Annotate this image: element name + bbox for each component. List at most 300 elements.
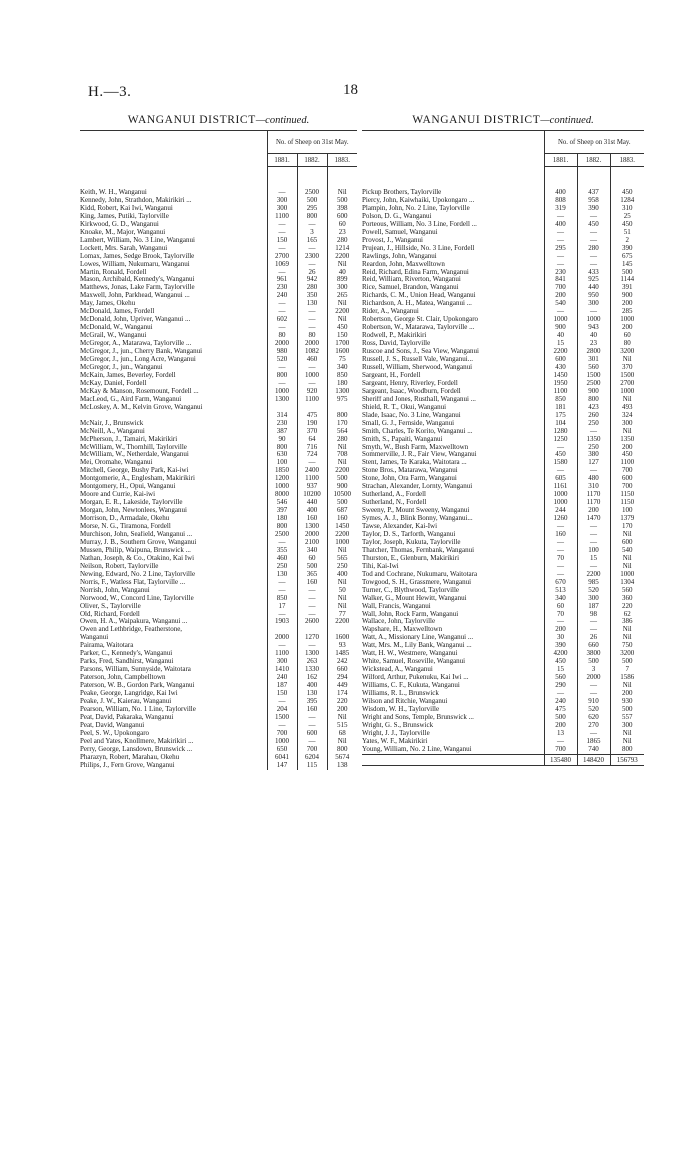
owner-cell: McGrail, W., Wanganui bbox=[80, 332, 147, 340]
sheep-count-cell: 493 bbox=[610, 404, 644, 412]
table-row bbox=[80, 364, 357, 372]
table-row bbox=[80, 332, 357, 340]
owner-cell: McKay, Daniel, Fordell bbox=[80, 379, 147, 387]
sheep-count-cell: 138 bbox=[327, 762, 357, 770]
sheep-count-cell: 204 bbox=[267, 706, 297, 714]
table-row bbox=[362, 714, 644, 722]
table-row bbox=[362, 618, 644, 626]
sheep-count-cell: 300 bbox=[267, 197, 297, 205]
owner-cell: Lambert, William, No. 3 Line, Wanganui bbox=[80, 236, 195, 244]
sheep-count-cell: 390 bbox=[610, 245, 644, 253]
sheep-count-cell: — bbox=[544, 571, 577, 579]
table-row bbox=[80, 547, 357, 555]
sheep-count-cell: 520 bbox=[267, 356, 297, 364]
owner-cell: McKain, James, Beverley, Fordell bbox=[80, 371, 176, 379]
sheep-count-cell: 250 bbox=[577, 420, 610, 428]
owner-cell: Kennedy, John, Strathdon, Makirikiri ... bbox=[80, 196, 192, 204]
sheep-count-cell: — bbox=[297, 261, 327, 269]
sheep-count-cell: 170 bbox=[610, 523, 644, 531]
sheep-count-cell: Nil bbox=[610, 738, 644, 746]
sheep-count-cell: 716 bbox=[297, 444, 327, 452]
sheep-count-cell: — bbox=[267, 539, 297, 547]
sheep-count-cell: 300 bbox=[577, 595, 610, 603]
sheep-count-cell: 1350 bbox=[577, 436, 610, 444]
sheep-count-cell: 475 bbox=[544, 706, 577, 714]
owner-cell: Porteous, William, No. 3 Line, Fordell ... bbox=[362, 220, 477, 228]
table-row bbox=[362, 300, 644, 308]
sheep-count-cell: Nil bbox=[327, 444, 357, 452]
sheep-table bbox=[80, 130, 357, 770]
owner-cell: Taylor, D. S., Tarforth, Wanganui bbox=[362, 530, 456, 538]
table-row bbox=[362, 221, 644, 229]
sheep-count-cell: — bbox=[267, 269, 297, 277]
table-row bbox=[362, 666, 644, 674]
owner-cell: Wapshare, H., Maxwelltown bbox=[362, 626, 443, 634]
table-row bbox=[80, 611, 357, 619]
owner-cell: Montgomery, H., Opui, Wanganui bbox=[80, 483, 176, 491]
owner-cell: Norrish, John, Wanganui bbox=[80, 586, 150, 594]
owner-cell: Owen, H. A., Waipakura, Wanganui ... bbox=[80, 618, 188, 626]
sheep-count-cell: 390 bbox=[577, 205, 610, 213]
table-row bbox=[80, 205, 357, 213]
owner-cell: Thatcher, Thomas, Fernbank, Wanganui bbox=[362, 546, 475, 554]
sheep-count-cell: 500 bbox=[610, 269, 644, 277]
totals-row bbox=[362, 754, 644, 765]
sheep-count-cell: 700 bbox=[610, 483, 644, 491]
owner-cell: Reid, Richard, Edina Farm, Wanganui bbox=[362, 268, 469, 276]
sheep-count-cell: 1100 bbox=[267, 650, 297, 658]
sheep-count-cell: 360 bbox=[610, 595, 644, 603]
sheep-count-cell: — bbox=[577, 690, 610, 698]
owner-cell: Williams, R. L., Brunswick bbox=[362, 690, 439, 698]
sheep-count-cell: 500 bbox=[577, 658, 610, 666]
sheep-count-cell: 1144 bbox=[610, 276, 644, 284]
table-row bbox=[362, 730, 644, 738]
sheep-count-cell: — bbox=[297, 603, 327, 611]
sheep-count-cell: 263 bbox=[297, 658, 327, 666]
sheep-count-cell: Nil bbox=[610, 428, 644, 436]
sheep-count-cell: 60 bbox=[610, 332, 644, 340]
sheep-count-cell: 75 bbox=[327, 356, 357, 364]
sheep-count-cell: 1000 bbox=[297, 372, 327, 380]
owner-cell: MacLeod, G., Aird Farm, Wanganui bbox=[80, 395, 182, 403]
table-row bbox=[362, 444, 644, 452]
sheep-count-cell: Nil bbox=[610, 563, 644, 571]
table-row bbox=[80, 642, 357, 650]
owner-cell: Stone Bros., Matarawa, Wanganui bbox=[362, 467, 458, 475]
table-row bbox=[80, 253, 357, 261]
sheep-count-cell: 240 bbox=[267, 292, 297, 300]
table-row bbox=[80, 324, 357, 332]
table-row bbox=[80, 340, 357, 348]
owner-cell: Morse, N. G., Tiramona, Fordell bbox=[80, 523, 171, 531]
sheep-count-cell: — bbox=[267, 380, 297, 388]
sheep-count-cell: 1000 bbox=[544, 491, 577, 499]
sheep-count-cell: — bbox=[267, 189, 297, 197]
table-row bbox=[80, 348, 357, 356]
owner-cell: Parks, Fred, Sandhirst, Wanganui bbox=[80, 658, 174, 666]
continued-note: —continued. bbox=[540, 115, 594, 126]
sheep-count-cell: 280 bbox=[297, 284, 327, 292]
sheep-count-cell: 145 bbox=[610, 261, 644, 269]
sheep-count-cell: 2500 bbox=[577, 380, 610, 388]
sheep-count-cell: 6204 bbox=[297, 754, 327, 762]
sheep-count-cell: 942 bbox=[297, 276, 327, 284]
sheep-count-cell: 250 bbox=[577, 444, 610, 452]
sheep-count-cell: 93 bbox=[327, 642, 357, 650]
sheep-count-cell: 2500 bbox=[297, 189, 327, 197]
table-row bbox=[80, 221, 357, 229]
sheep-count-cell: 68 bbox=[327, 730, 357, 738]
table-row bbox=[362, 420, 644, 428]
sheep-count-cell: 1000 bbox=[610, 571, 644, 579]
sheep-count-cell: 540 bbox=[544, 300, 577, 308]
sheep-count-cell: — bbox=[267, 324, 297, 332]
sheep-count-cell: 2000 bbox=[297, 340, 327, 348]
district-title: WANGANUI DISTRICT bbox=[127, 114, 256, 126]
sheep-count-cell: 1100 bbox=[297, 475, 327, 483]
owner-cell: Pharazyn, Robert, Marahau, Okehu bbox=[80, 753, 180, 761]
sheep-count-cell: 1850 bbox=[267, 467, 297, 475]
owner-cell: Philips, J., Fern Grove, Wanganui bbox=[80, 761, 175, 769]
sheep-count-cell: 300 bbox=[267, 205, 297, 213]
group-header: No. of Sheep on 31st May. bbox=[267, 131, 357, 154]
owner-cell: Plampin, John, No. 2 Line, Taylorville bbox=[362, 204, 470, 212]
sheep-count-cell: 200 bbox=[544, 626, 577, 634]
sheep-count-cell: Nil bbox=[610, 626, 644, 634]
sheep-count-cell: 220 bbox=[610, 603, 644, 611]
sheep-count-cell: 260 bbox=[577, 412, 610, 420]
table-row bbox=[80, 618, 357, 626]
sheep-count-cell: 25 bbox=[610, 213, 644, 221]
sheep-count-cell: 2200 bbox=[327, 308, 357, 316]
owner-cell: Reardon, John, Maxwelltown bbox=[362, 260, 445, 268]
table-row bbox=[80, 444, 357, 452]
sheep-count-cell: 1100 bbox=[267, 213, 297, 221]
table-row bbox=[362, 499, 644, 507]
sheep-count-cell: 1260 bbox=[544, 515, 577, 523]
owner-cell: Reid, William, Riverton, Wanganui bbox=[362, 276, 461, 284]
owner-cell: Morgan, E. R., Lakeside, Taylorville bbox=[80, 499, 183, 507]
owner-cell: Wickstead, A., Wanganui bbox=[362, 666, 433, 674]
table-row bbox=[362, 650, 644, 658]
table-row bbox=[362, 690, 644, 698]
owner-cell bbox=[80, 412, 267, 420]
sheep-count-cell: 958 bbox=[577, 197, 610, 205]
sheep-count-cell: 80 bbox=[267, 332, 297, 340]
sheep-count-cell: 7 bbox=[610, 666, 644, 674]
sheep-count-cell: 450 bbox=[327, 324, 357, 332]
owner-cell: Wilford, Arthur, Pukenuku, Kai Iwi ... bbox=[362, 674, 469, 682]
sheep-count-cell: — bbox=[297, 245, 327, 253]
sheep-count-cell: — bbox=[297, 642, 327, 650]
sheep-count-cell: 187 bbox=[267, 682, 297, 690]
sheep-count-cell: — bbox=[297, 611, 327, 619]
table-row bbox=[80, 308, 357, 316]
sheep-count-cell: 300 bbox=[577, 300, 610, 308]
table-row bbox=[80, 626, 357, 634]
sheep-count-cell: 310 bbox=[577, 483, 610, 491]
sheep-count-cell: 40 bbox=[327, 269, 357, 277]
sheep-count-cell: 230 bbox=[267, 284, 297, 292]
table-row bbox=[80, 316, 357, 324]
sheep-count-cell: 1000 bbox=[610, 316, 644, 324]
owner-cell: Young, William, No. 2 Line, Wanganui bbox=[362, 745, 472, 753]
owner-cell: Wanganui bbox=[80, 634, 109, 642]
sheep-count-cell: 1300 bbox=[327, 388, 357, 396]
sheep-count-cell: 26 bbox=[297, 269, 327, 277]
sheep-count-cell: 520 bbox=[577, 587, 610, 595]
table-row bbox=[80, 563, 357, 571]
sheep-count-cell: — bbox=[577, 523, 610, 531]
table-row bbox=[80, 499, 357, 507]
sheep-count-cell: 4200 bbox=[544, 650, 577, 658]
sheep-count-cell: 808 bbox=[544, 197, 577, 205]
owner-cell: Martin, Ronald, Fordell bbox=[80, 268, 147, 276]
sheep-count-cell: — bbox=[544, 738, 577, 746]
sheep-count-cell: 650 bbox=[267, 746, 297, 754]
sheep-count-cell: 240 bbox=[267, 674, 297, 682]
total-cell: 156793 bbox=[610, 754, 644, 765]
sheep-count-cell: 724 bbox=[297, 451, 327, 459]
sheep-count-cell: 943 bbox=[577, 324, 610, 332]
sheep-count-cell: — bbox=[297, 380, 327, 388]
owner-cell: Williams, C. F., Kukuta, Wanganui bbox=[362, 682, 460, 690]
sheep-count-cell: 1284 bbox=[610, 197, 644, 205]
table-row bbox=[362, 380, 644, 388]
sheep-count-cell: 1100 bbox=[544, 388, 577, 396]
owner-cell: Russell, J. S., Russell Vale, Wanganui... bbox=[362, 356, 473, 364]
sheep-count-cell: 15 bbox=[577, 555, 610, 563]
table-row bbox=[80, 738, 357, 746]
sheep-count-cell: 240 bbox=[544, 698, 577, 706]
sheep-count-cell: 295 bbox=[297, 205, 327, 213]
year-header: 1883. bbox=[610, 154, 644, 167]
sheep-count-cell: 165 bbox=[297, 237, 327, 245]
sheep-count-cell: 10200 bbox=[297, 491, 327, 499]
sheep-count-cell: 433 bbox=[577, 269, 610, 277]
table-row bbox=[80, 269, 357, 277]
sheep-count-cell: — bbox=[577, 730, 610, 738]
sheep-count-cell: 900 bbox=[577, 388, 610, 396]
table-row bbox=[362, 642, 644, 650]
table-row bbox=[362, 738, 644, 746]
sheep-count-cell: 930 bbox=[610, 698, 644, 706]
owner-cell: Russell, William, Sherwood, Wanganui bbox=[362, 363, 473, 371]
table-row bbox=[80, 356, 357, 364]
owner-cell: Walker, G., Mount Hewitt, Wanganui bbox=[362, 594, 467, 602]
table-row bbox=[80, 706, 357, 714]
sheep-count-cell: 26 bbox=[577, 634, 610, 642]
sheep-count-cell: 449 bbox=[327, 682, 357, 690]
sheep-count-cell: 130 bbox=[297, 690, 327, 698]
sheep-count-cell: 500 bbox=[610, 658, 644, 666]
sheep-count-cell: 2300 bbox=[297, 253, 327, 261]
sheep-count-cell: 600 bbox=[610, 475, 644, 483]
sheep-count-cell: 1150 bbox=[610, 499, 644, 507]
sheep-count-cell: Nil bbox=[610, 555, 644, 563]
sheep-count-cell: 2200 bbox=[327, 253, 357, 261]
sheep-count-cell: — bbox=[544, 690, 577, 698]
sheep-count-cell: 687 bbox=[327, 507, 357, 515]
sheep-count-cell: — bbox=[544, 229, 577, 237]
sheep-count-cell: 2000 bbox=[267, 340, 297, 348]
owner-cell: McDonald, John, Upriver, Wanganui ... bbox=[80, 316, 191, 324]
table-row bbox=[80, 245, 357, 253]
sheep-count-cell: 290 bbox=[544, 682, 577, 690]
sheep-count-cell: 602 bbox=[267, 316, 297, 324]
sheep-count-cell: 600 bbox=[610, 539, 644, 547]
sheep-count-cell bbox=[297, 404, 327, 412]
sheep-count-cell: 50 bbox=[327, 587, 357, 595]
owner-cell: Polson, D. G., Wanganui bbox=[362, 212, 432, 220]
sheep-count-cell: 1170 bbox=[577, 499, 610, 507]
table-row bbox=[80, 650, 357, 658]
table-row bbox=[362, 261, 644, 269]
owner-cell: Neilson, Robert, Taylorville bbox=[80, 562, 159, 570]
sheep-count-cell: 17 bbox=[267, 603, 297, 611]
sheep-count-cell: 77 bbox=[327, 611, 357, 619]
owner-cell: Peat, David, Pakaraka, Wanganui bbox=[80, 713, 174, 721]
sheep-count-cell: 500 bbox=[297, 197, 327, 205]
table-row bbox=[362, 587, 644, 595]
table-row bbox=[362, 698, 644, 706]
owner-cell: Tod and Cochrane, Nukumaru, Waitotara bbox=[362, 570, 478, 578]
sheep-count-cell: 1069 bbox=[267, 261, 297, 269]
sheep-count-cell: 850 bbox=[327, 372, 357, 380]
table-row bbox=[362, 451, 644, 459]
table-row bbox=[80, 428, 357, 436]
sheep-count-cell: — bbox=[544, 308, 577, 316]
table-row bbox=[80, 754, 357, 762]
table-row bbox=[80, 189, 357, 197]
owner-cell: McDonald, James, Fordell bbox=[80, 308, 155, 316]
sheep-count-cell: 660 bbox=[327, 666, 357, 674]
sheep-count-cell: 2600 bbox=[297, 618, 327, 626]
sheep-count-cell: 180 bbox=[327, 380, 357, 388]
owner-cell: Stent, James, Te Karaka, Waitotara ... bbox=[362, 459, 467, 467]
sheep-count-cell: 100 bbox=[267, 459, 297, 467]
sheep-count-cell: 200 bbox=[610, 444, 644, 452]
total-cell: 135480 bbox=[544, 754, 577, 765]
sheep-count-cell: 850 bbox=[544, 396, 577, 404]
table-row bbox=[80, 467, 357, 475]
sheep-count-cell: 15 bbox=[544, 340, 577, 348]
sheep-count-cell: 1214 bbox=[327, 245, 357, 253]
sheep-count-cell: 2000 bbox=[577, 674, 610, 682]
sheep-count-cell: 1100 bbox=[610, 459, 644, 467]
sheep-count-cell: 800 bbox=[577, 396, 610, 404]
owner-cell: Mason, Archibald, Kennedy's, Wanganui bbox=[80, 276, 195, 284]
table-row bbox=[80, 475, 357, 483]
table-row bbox=[362, 197, 644, 205]
sheep-count-cell: 100 bbox=[610, 507, 644, 515]
sheep-count-cell: 2400 bbox=[297, 467, 327, 475]
column-title bbox=[80, 110, 357, 130]
table-row bbox=[80, 587, 357, 595]
sheep-count-cell: — bbox=[544, 539, 577, 547]
owner-cell: Sweeny, P., Mount Sweeny, Wanganui bbox=[362, 507, 470, 515]
owner-cell: Lockett, Mrs. Sarah, Wanganui bbox=[80, 244, 168, 252]
table-row bbox=[362, 372, 644, 380]
name-header-blank bbox=[362, 131, 544, 167]
sheep-count-cell: 3 bbox=[297, 229, 327, 237]
table-row bbox=[80, 730, 357, 738]
sheep-count-cell: 10500 bbox=[327, 491, 357, 499]
sheep-count-cell: 395 bbox=[297, 698, 327, 706]
sheep-count-cell: 1450 bbox=[544, 372, 577, 380]
table-row bbox=[362, 292, 644, 300]
owner-cell: Peel, S. W., Upokongaro bbox=[80, 729, 150, 737]
sheep-count-cell: 423 bbox=[577, 404, 610, 412]
sheep-count-cell: 1100 bbox=[297, 396, 327, 404]
sheep-count-cell: 1000 bbox=[267, 738, 297, 746]
sheep-count-cell: 181 bbox=[544, 404, 577, 412]
table-row bbox=[80, 603, 357, 611]
sheep-count-cell: — bbox=[297, 587, 327, 595]
owner-cell: Watt, Mrs. M., Lily Bank, Wanganui ... bbox=[362, 642, 472, 650]
table-row bbox=[80, 459, 357, 467]
sheep-count-cell: — bbox=[267, 579, 297, 587]
sheep-count-cell bbox=[297, 626, 327, 634]
sheep-count-cell: 265 bbox=[327, 292, 357, 300]
sheep-count-cell: 295 bbox=[544, 245, 577, 253]
sheep-count-cell bbox=[267, 404, 297, 412]
owner-cell: Peake, George, Langridge, Kai Iwi bbox=[80, 690, 178, 698]
sheep-count-cell: 294 bbox=[327, 674, 357, 682]
owner-cell: Rawlings, John, Wanganui bbox=[362, 252, 437, 260]
sheep-count-cell: — bbox=[267, 698, 297, 706]
sheep-count-cell: 40 bbox=[544, 332, 577, 340]
sheep-count-cell: Nil bbox=[327, 459, 357, 467]
table-row bbox=[80, 579, 357, 587]
table-row bbox=[362, 332, 644, 340]
sheep-count-cell: — bbox=[544, 523, 577, 531]
sheep-count-cell: 350 bbox=[297, 292, 327, 300]
sheep-count-cell: — bbox=[577, 213, 610, 221]
sheep-count-cell: — bbox=[577, 539, 610, 547]
sheep-count-cell: Nil bbox=[327, 300, 357, 308]
sheep-count-cell: — bbox=[544, 547, 577, 555]
sheep-count-cell: 80 bbox=[610, 340, 644, 348]
owner-cell: Old, Richard, Fordell bbox=[80, 610, 140, 618]
table-row bbox=[362, 563, 644, 571]
sheep-count-cell: — bbox=[297, 324, 327, 332]
table-row bbox=[362, 324, 644, 332]
owner-cell: Wright and Sons, Temple, Brunswick ... bbox=[362, 713, 474, 721]
table-row bbox=[362, 611, 644, 619]
sheep-count-cell: — bbox=[297, 714, 327, 722]
year-header: 1881. bbox=[267, 154, 297, 167]
owner-cell: Wallace, John, Taylorville bbox=[362, 618, 436, 626]
sheep-count-cell: 62 bbox=[610, 611, 644, 619]
sheep-count-cell: 5674 bbox=[327, 754, 357, 762]
sheep-count-cell: — bbox=[297, 459, 327, 467]
sheep-count-cell: 800 bbox=[297, 213, 327, 221]
sheep-count-cell: 700 bbox=[297, 746, 327, 754]
sheep-count-cell: 51 bbox=[610, 229, 644, 237]
sheep-count-cell: 391 bbox=[610, 284, 644, 292]
sheep-count-cell: 130 bbox=[267, 571, 297, 579]
sheep-count-cell: Nil bbox=[327, 316, 357, 324]
sheep-count-cell: 301 bbox=[577, 356, 610, 364]
owner-cell: Yates, W. F., Makirikiri bbox=[362, 737, 428, 745]
owner-cell: Provost, J., Wanganui bbox=[362, 236, 423, 244]
table-row bbox=[80, 300, 357, 308]
sheep-count-cell: 1410 bbox=[267, 666, 297, 674]
sheep-count-cell: 513 bbox=[544, 587, 577, 595]
sheep-count-cell: 620 bbox=[577, 714, 610, 722]
